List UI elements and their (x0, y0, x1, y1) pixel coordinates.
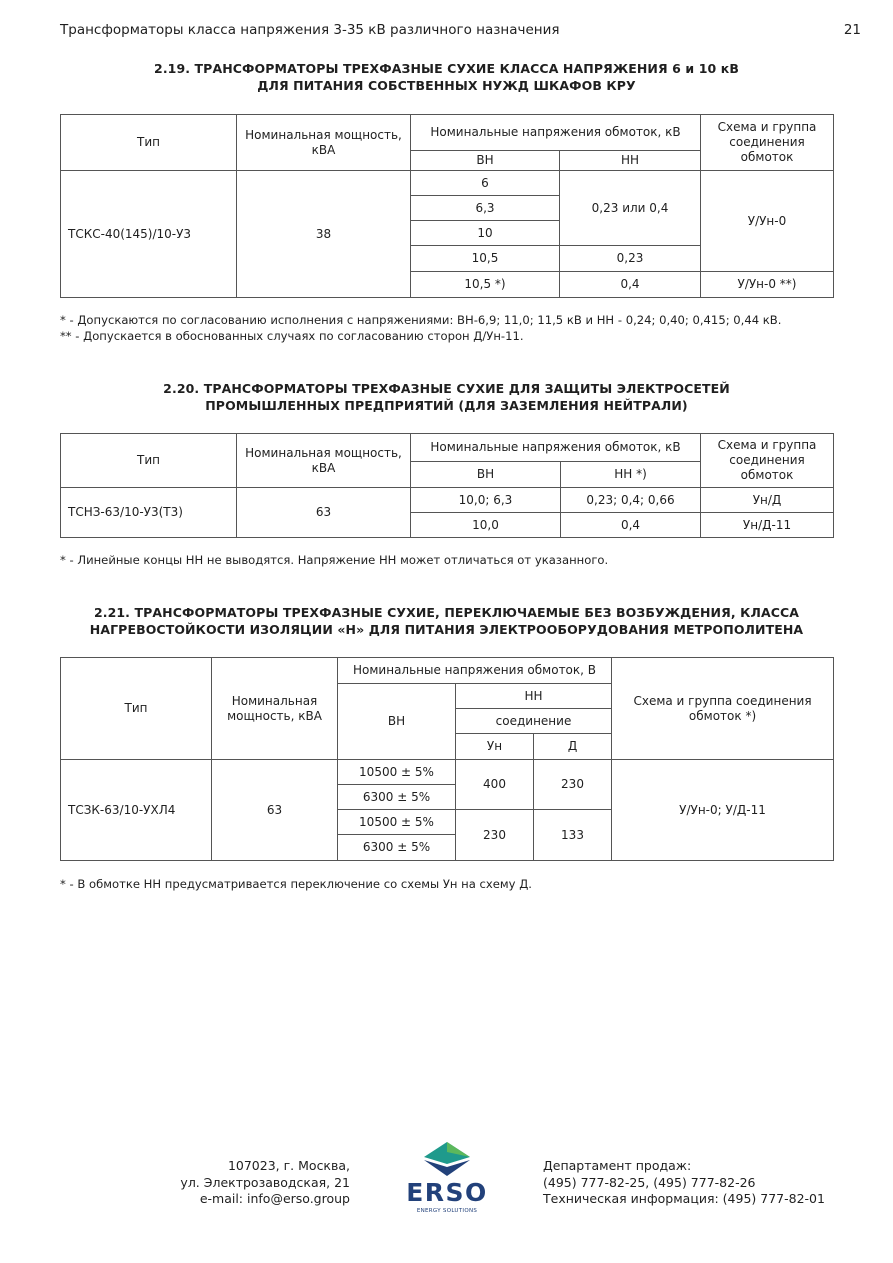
table-219-cell-power: 38 (237, 171, 411, 298)
table-220 (60, 433, 834, 538)
section-219-note-2: ** - Допускается в обоснованных случаях по согласованию сторон Д/Ун-11. (60, 329, 524, 343)
table-219 (60, 114, 834, 298)
footer-address (180, 1158, 350, 1208)
section-220-title-line1: 2.20. ТРАНСФОРМАТОРЫ ТРЕХФАЗНЫЕ СУХИЕ ДЛЯ ЗАЩИТЫ ЭЛЕКТРОСЕТЕЙ (163, 381, 730, 396)
table-220-cell-hv: 10,0; 6,3 (411, 488, 561, 513)
table-221-header-lv: НН (456, 684, 612, 709)
table-219-cell-lv: 0,23 или 0,4 (560, 171, 701, 246)
table-220-cell-hv: 10,0 (411, 513, 561, 538)
table-221-cell-yn: 400 (456, 760, 534, 810)
footer-contact-line1: Департамент продаж: (543, 1158, 692, 1173)
table-220-header-scheme: Схема и группа соединения обмоток (701, 434, 834, 488)
table-221 (60, 657, 834, 861)
table-219-cell-lv: 0,23 (560, 246, 701, 272)
erso-logo-icon (396, 1140, 498, 1180)
table-221-cell-hv: 10500 ± 5% (338, 760, 456, 785)
section-219-note-1: * - Допускаются по согласованию исполнения с напряжениями: ВН-6,9; 11,0; 11,5 кВ и НН - 0,24; 0,40; 0,415; 0,44 кВ. (60, 313, 782, 327)
footer-email[interactable]: e-mail: info@erso.group (199, 1191, 350, 1206)
section-221-title (0, 604, 893, 638)
table-219-header-hv: ВН (411, 151, 560, 171)
table-220-header-power: Номинальная мощность, кВА (237, 434, 411, 488)
table-221-cell-yn: 230 (456, 810, 534, 861)
logo-wordmark: ERSO (406, 1178, 488, 1207)
table-221-cell-power: 63 (212, 760, 338, 861)
table-221-cell-type: ТСЗК-63/10-УХЛ4 (61, 760, 212, 861)
table-220-cell-type: ТСНЗ-63/10-У3(Т3) (61, 488, 237, 538)
footer-address-line2: ул. Электрозаводская, 21 (180, 1174, 350, 1190)
footer-contacts (543, 1158, 825, 1208)
table-221-cell-hv: 6300 ± 5% (338, 835, 456, 861)
table-220-cell-scheme: Ун/Д (701, 488, 834, 513)
section-219-title-line1: 2.19. ТРАНСФОРМАТОРЫ ТРЕХФАЗНЫЕ СУХИЕ КЛАССА НАПРЯЖЕНИЯ 6 и 10 кВ (154, 61, 739, 76)
table-221-header-type: Тип (61, 658, 212, 760)
table-219-cell-scheme: У/Ун-0 (701, 171, 834, 272)
section-219-title-line2: ДЛЯ ПИТАНИЯ СОБСТВЕННЫХ НУЖД ШКАФОВ КРУ (257, 78, 636, 93)
document-header-title: Трансформаторы класса напряжения 3-35 кВ различного назначения (60, 22, 560, 38)
table-221-cell-hv: 10500 ± 5% (338, 810, 456, 835)
table-219-cell-lv: 0,4 (560, 272, 701, 298)
section-220-title-line2: ПРОМЫШЛЕННЫХ ПРЕДПРИЯТИЙ (ДЛЯ ЗАЗЕМЛЕНИЯ НЕЙТРАЛИ) (205, 398, 688, 413)
table-221-cell-d: 133 (534, 810, 612, 861)
table-219-header-lv: НН (560, 151, 701, 171)
table-221-header-voltages: Номинальные напряжения обмоток, В (338, 658, 612, 684)
table-221-header-scheme: Схема и группа соединения обмоток *) (612, 658, 834, 760)
table-221-header-power: Номинальная мощность, кВА (212, 658, 338, 760)
table-219-cell-hv: 10 (411, 221, 560, 246)
table-221-cell-scheme: У/Ун-0; У/Д-11 (612, 760, 834, 861)
table-221-header-connection: соединение (456, 709, 612, 734)
table-220-cell-lv: 0,4 (561, 513, 701, 538)
table-221-header-hv: ВН (338, 684, 456, 760)
table-220-header-type: Тип (61, 434, 237, 488)
table-219-cell-type: ТСКС-40(145)/10-У3 (61, 171, 237, 298)
table-219-cell-hv: 6 (411, 171, 560, 196)
table-220-cell-scheme: Ун/Д-11 (701, 513, 834, 538)
table-220-cell-lv: 0,23; 0,4; 0,66 (561, 488, 701, 513)
table-219-header-type: Тип (61, 115, 237, 171)
table-219-header-voltages: Номинальные напряжения обмоток, кВ (411, 115, 701, 151)
section-220-title (0, 380, 893, 414)
section-221-title-line2: НАГРЕВОСТОЙКОСТИ ИЗОЛЯЦИИ «Н» ДЛЯ ПИТАНИЯ ЭЛЕКТРООБОРУДОВАНИЯ МЕТРОПОЛИТЕНА (89, 622, 804, 637)
footer-contact-line2: (495) 777-82-25, (495) 777-82-26 (543, 1174, 756, 1190)
section-221-title-line1: 2.21. ТРАНСФОРМАТОРЫ ТРЕХФАЗНЫЕ СУХИЕ, ПЕРЕКЛЮЧАЕМЫЕ БЕЗ ВОЗБУЖДЕНИЯ, КЛАССА (93, 605, 800, 620)
footer-contact-line3: Техническая информация: (495) 777-82-01 (543, 1191, 825, 1206)
table-221-header-d: Д (534, 734, 612, 760)
table-219-cell-hv: 10,5 (411, 246, 560, 272)
logo-tagline: ENERGY SOLUTIONS (416, 1208, 478, 1214)
table-220-header-hv: ВН (411, 462, 561, 488)
table-219-cell-hv: 6,3 (411, 196, 560, 221)
table-219-cell-hv: 10,5 *) (411, 272, 560, 298)
table-219-header-scheme: Схема и группа соединения обмоток (701, 115, 834, 171)
section-220-note: * - Линейные концы НН не выводятся. Напряжение НН может отличаться от указанного. (60, 553, 609, 567)
erso-logo (396, 1140, 498, 1218)
table-221-cell-d: 230 (534, 760, 612, 810)
table-219-cell-scheme: У/Ун-0 **) (701, 272, 834, 298)
table-220-header-lv: НН *) (561, 462, 701, 488)
section-221-note: * - В обмотке НН предусматривается переключение со схемы Ун на схему Д. (60, 877, 532, 891)
table-220-header-voltages: Номинальные напряжения обмоток, кВ (411, 434, 701, 462)
table-221-header-yn: Ун (456, 734, 534, 760)
footer-address-line1: 107023, г. Москва, (227, 1158, 350, 1173)
section-219-title (0, 60, 893, 94)
table-221-cell-hv: 6300 ± 5% (338, 785, 456, 810)
page-number: 21 (843, 22, 861, 38)
table-219-header-power: Номинальная мощность, кВА (237, 115, 411, 171)
table-220-cell-power: 63 (237, 488, 411, 538)
